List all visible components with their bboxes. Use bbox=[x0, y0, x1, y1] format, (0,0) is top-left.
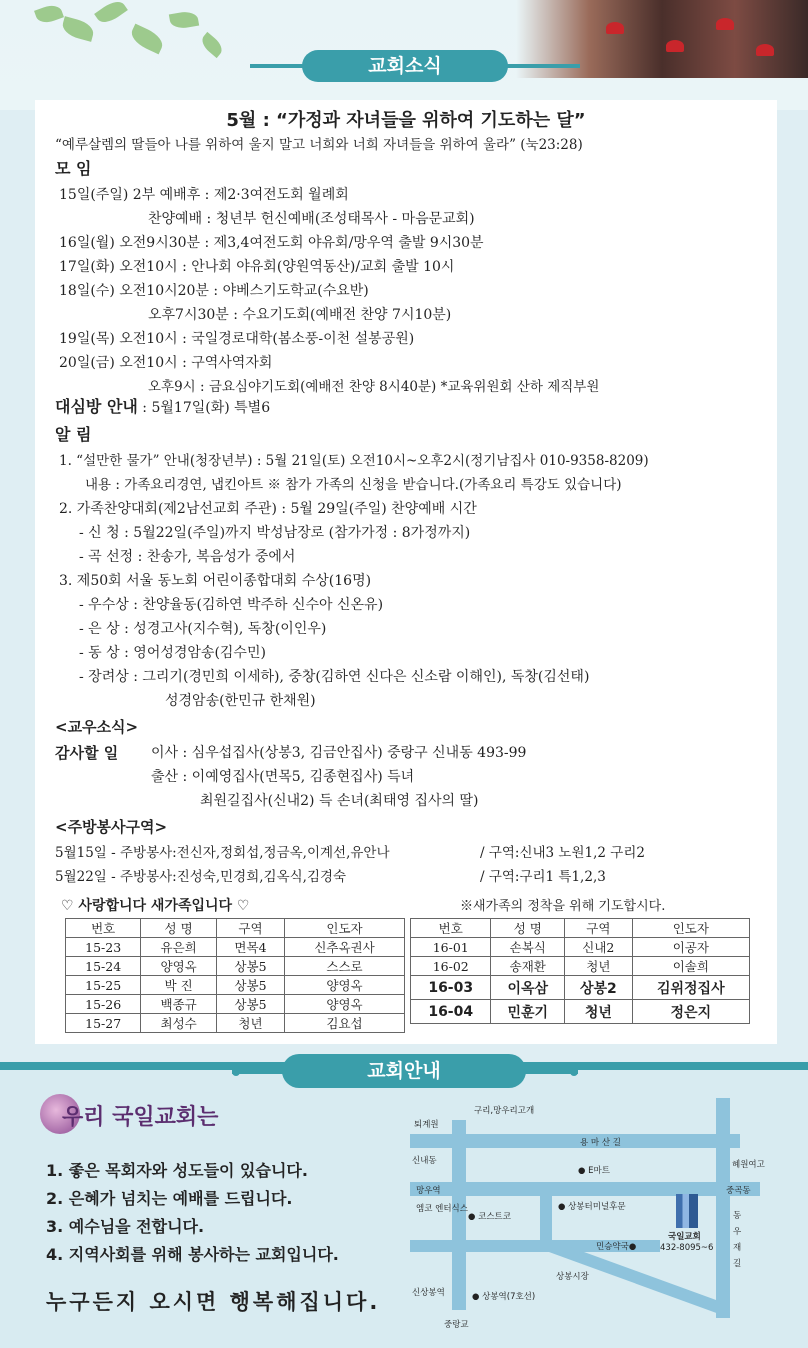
brand-title: 우리 국일교회는 bbox=[62, 1105, 219, 1130]
table-cell: 15-26 bbox=[66, 995, 141, 1014]
month-theme-verse: “예루살렘의 딸들아 나를 위하여 울지 말고 너희와 너희 자녀들을 위하여 울라” (눅23:28) bbox=[55, 137, 583, 153]
column-header: 성 명 bbox=[491, 919, 565, 938]
newcomers-heading: ♡ 사랑합니다 새가족입니다 ♡ bbox=[61, 898, 250, 914]
newcomers-table-left bbox=[65, 918, 405, 1033]
meeting-line: 오후9시 : 금요심야기도회(예배전 찬양 8시40분) *교육위원회 산하 제직부원 bbox=[148, 379, 600, 395]
table-cell: 양영옥 bbox=[141, 957, 217, 976]
table-row bbox=[411, 938, 750, 957]
table-cell: 최성수 bbox=[141, 1014, 217, 1033]
notice-line: - 곡 선정 : 찬송가, 복음성가 중에서 bbox=[79, 549, 296, 565]
location-map bbox=[410, 1090, 790, 1335]
table-row bbox=[411, 1000, 750, 1024]
road bbox=[716, 1098, 730, 1318]
notice-line: - 우수상 : 찬양율동(김하연 박주하 신수아 신온유) bbox=[79, 597, 384, 613]
notice-line: 1. “설만한 물가” 안내(청장년부) : 5월 21일(토) 오전10시~오후2시(정기남집사 010-9358-8209) bbox=[59, 453, 649, 469]
table-cell: 16-02 bbox=[411, 957, 491, 976]
table-cell: 신추옥권사 bbox=[285, 938, 405, 957]
newcomers-table-right bbox=[410, 918, 750, 1024]
kitchen-heading: <주방봉사구역> bbox=[55, 818, 168, 836]
table-cell: 이공자 bbox=[632, 938, 749, 957]
kitchen-line: 5월15일 - 주방봉사:전신자,정회섭,정금옥,이계선,유안나 bbox=[55, 845, 390, 861]
table-cell: 청년 bbox=[565, 957, 633, 976]
members-news-line: 출산 : 이예영집사(면목5, 김종현집사) 득녀 bbox=[151, 769, 415, 785]
notice-line: - 은 상 : 성경고사(지수혁), 독창(이인우) bbox=[79, 621, 327, 637]
meeting-line: 17일(화) 오전10시 : 안나회 야유회(양원역동산)/교회 출발 10시 bbox=[59, 259, 455, 275]
table-cell: 양영옥 bbox=[285, 995, 405, 1014]
slogan: 누구든지 오시면 행복해집니다. bbox=[46, 1290, 381, 1314]
info-item: 3. 예수님을 전합니다. bbox=[46, 1217, 205, 1236]
column-header: 번호 bbox=[66, 919, 141, 938]
table-row bbox=[66, 957, 405, 976]
kitchen-line: 5월22일 - 주방봉사:진성숙,민경희,김옥식,김경숙 bbox=[55, 869, 347, 885]
table-cell: 백종규 bbox=[141, 995, 217, 1014]
table-row bbox=[411, 957, 750, 976]
visit-text: : 5월17일(화) 특별6 bbox=[137, 400, 271, 416]
table-cell: 15-23 bbox=[66, 938, 141, 957]
notice-line: 2. 가족찬양대회(제2남선교회 주관) : 5월 29일(주일) 찬양예배 시간 bbox=[59, 501, 477, 517]
map-label: 퇴계원 bbox=[414, 1120, 439, 1130]
members-news-heading: <교우소식> bbox=[55, 718, 139, 736]
table-cell: 청년 bbox=[565, 1000, 633, 1024]
column-header: 인도자 bbox=[632, 919, 749, 938]
church-info-dot bbox=[570, 1068, 578, 1076]
table-cell: 15-24 bbox=[66, 957, 141, 976]
map-label: ● E마트 bbox=[578, 1166, 610, 1176]
brand-badge bbox=[40, 1092, 270, 1138]
table-cell: 신내2 bbox=[565, 938, 633, 957]
table-cell: 유은희 bbox=[141, 938, 217, 957]
table-cell: 면목4 bbox=[216, 938, 284, 957]
table-cell: 이옥삼 bbox=[491, 976, 565, 1000]
table-cell: 이솔희 bbox=[632, 957, 749, 976]
map-label: 구리,망우리고개 bbox=[474, 1106, 535, 1116]
table-cell: 김위정집사 bbox=[632, 976, 749, 1000]
map-label: ● 상봉터미널후문 bbox=[558, 1202, 626, 1212]
map-label: 432-8095~6 bbox=[660, 1243, 714, 1253]
table-cell: 민훈기 bbox=[491, 1000, 565, 1024]
meeting-line: 20일(금) 오전10시 : 구역사역자회 bbox=[59, 355, 273, 371]
table-cell: 상봉2 bbox=[565, 976, 633, 1000]
table-cell: 정은지 bbox=[632, 1000, 749, 1024]
members-news-line: 최원길집사(신내2) 득 손녀(최태영 집사의 딸) bbox=[200, 793, 479, 809]
map-label: 상봉시장 bbox=[556, 1272, 589, 1282]
table-cell: 15-25 bbox=[66, 976, 141, 995]
map-label: 신내동 bbox=[412, 1156, 437, 1166]
road bbox=[410, 1182, 760, 1196]
map-label: ● 상봉역(7호선) bbox=[472, 1292, 536, 1302]
info-item: 4. 지역사회를 위해 봉사하는 교회입니다. bbox=[46, 1245, 339, 1264]
column-header: 인도자 bbox=[285, 919, 405, 938]
table-cell: 양영옥 bbox=[285, 976, 405, 995]
table-cell: 송재환 bbox=[491, 957, 565, 976]
thanks-label: 감사할 일 bbox=[55, 744, 119, 762]
info-item: 2. 은혜가 넘치는 예배를 드립니다. bbox=[46, 1189, 293, 1208]
table-cell: 상봉5 bbox=[216, 976, 284, 995]
visit-info bbox=[55, 398, 270, 417]
table-cell: 박 진 bbox=[141, 976, 217, 995]
church-info-dot bbox=[232, 1068, 240, 1076]
meeting-line: 16일(월) 오전9시30분 : 제3,4여전도회 야유회/망우역 출발 9시30분 bbox=[59, 235, 484, 251]
table-cell: 16-01 bbox=[411, 938, 491, 957]
info-item: 1. 좋은 목회자와 성도들이 있습니다. bbox=[46, 1161, 308, 1180]
column-header: 번호 bbox=[411, 919, 491, 938]
table-cell: 김요섭 bbox=[285, 1014, 405, 1033]
road bbox=[410, 1134, 740, 1148]
table-cell: 손복식 bbox=[491, 938, 565, 957]
map-label: 동 우 재 길 bbox=[733, 1211, 742, 1269]
table-cell: 스스로 bbox=[285, 957, 405, 976]
kitchen-line: / 구역:신내3 노원1,2 구리2 bbox=[480, 845, 645, 861]
members-news-line: 이사 : 심우섭집사(상봉3, 김금안집사) 중랑구 신내동 493-99 bbox=[151, 745, 527, 761]
meeting-line: 찬양예배 : 청년부 헌신예배(조성태목사 - 마음문교회) bbox=[148, 211, 475, 227]
meeting-line: 오후7시30분 : 수요기도회(예배전 찬양 7시10분) bbox=[148, 307, 452, 323]
road bbox=[452, 1120, 466, 1310]
map-label: 중곡동 bbox=[726, 1186, 751, 1196]
meeting-line: 19일(목) 오전10시 : 국일경로대학(봄소풍-이천 설봉공원) bbox=[59, 331, 415, 347]
column-header: 성 명 bbox=[141, 919, 217, 938]
notice-line: 성경암송(한민규 한채원) bbox=[165, 693, 316, 709]
table-row bbox=[66, 976, 405, 995]
table-cell: 상봉5 bbox=[216, 995, 284, 1014]
column-header: 구역 bbox=[216, 919, 284, 938]
page-title: 교회소식 bbox=[302, 50, 508, 82]
table-cell: 16-04 bbox=[411, 1000, 491, 1024]
meetings-heading: 모 임 bbox=[55, 159, 92, 178]
map-label: ● 코스트코 bbox=[468, 1212, 511, 1222]
table-cell: 15-27 bbox=[66, 1014, 141, 1033]
map-label: 민승약국● bbox=[596, 1242, 637, 1252]
column-header: 구역 bbox=[565, 919, 633, 938]
notice-line: - 동 상 : 영어성경암송(김수민) bbox=[79, 645, 266, 661]
news-panel bbox=[35, 100, 777, 1044]
map-label: 용 마 산 길 bbox=[580, 1138, 621, 1148]
notice-line: 3. 제50회 서울 동노회 어린이종합대회 수상(16명) bbox=[59, 573, 372, 589]
map-label: 중랑교 bbox=[444, 1320, 469, 1330]
visit-heading: 대심방 안내 bbox=[55, 397, 138, 416]
kitchen-line: / 구역:구리1 특1,2,3 bbox=[480, 869, 606, 885]
table-cell: 16-03 bbox=[411, 976, 491, 1000]
table-row bbox=[66, 1014, 405, 1033]
notice-line: - 신 청 : 5월22일(주일)까지 박성남장로 (참가가정 : 8가정까지) bbox=[79, 525, 471, 541]
church-building-icon bbox=[676, 1194, 698, 1228]
church-info-title: 교회안내 bbox=[282, 1054, 526, 1088]
map-label: 혜원여고 bbox=[732, 1160, 765, 1170]
notices-heading: 알 림 bbox=[55, 425, 92, 444]
notice-line: - 장려상 : 그리기(경민희 이세하), 중창(김하연 신다은 신소람 이해인), 독창(김선태) bbox=[79, 669, 590, 685]
map-label: 국일교회 bbox=[668, 1232, 701, 1242]
table-cell: 상봉5 bbox=[216, 957, 284, 976]
notice-line: 내용 : 가족요리경연, 냅킨아트 ※ 참가 가족의 신청을 받습니다.(가족요리 특강도 있습니다) bbox=[85, 477, 622, 493]
map-label: 엠코 엔터식스 bbox=[416, 1204, 468, 1214]
map-label: 신상봉역 bbox=[412, 1288, 445, 1298]
map-label: 망우역 bbox=[416, 1186, 441, 1196]
newcomers-prayer: ※새가족의 정착을 위해 기도합시다. bbox=[460, 899, 666, 914]
table-row bbox=[66, 938, 405, 957]
table-row bbox=[66, 995, 405, 1014]
meeting-line: 18일(수) 오전10시20분 : 야베스기도학교(수요반) bbox=[59, 283, 369, 299]
table-cell: 청년 bbox=[216, 1014, 284, 1033]
month-theme-title: 5월 : “가정과 자녀들을 위하여 기도하는 달” bbox=[226, 110, 586, 131]
meeting-line: 15일(주일) 2부 예배후 : 제2·3여전도회 월례회 bbox=[59, 187, 349, 203]
table-row bbox=[411, 976, 750, 1000]
